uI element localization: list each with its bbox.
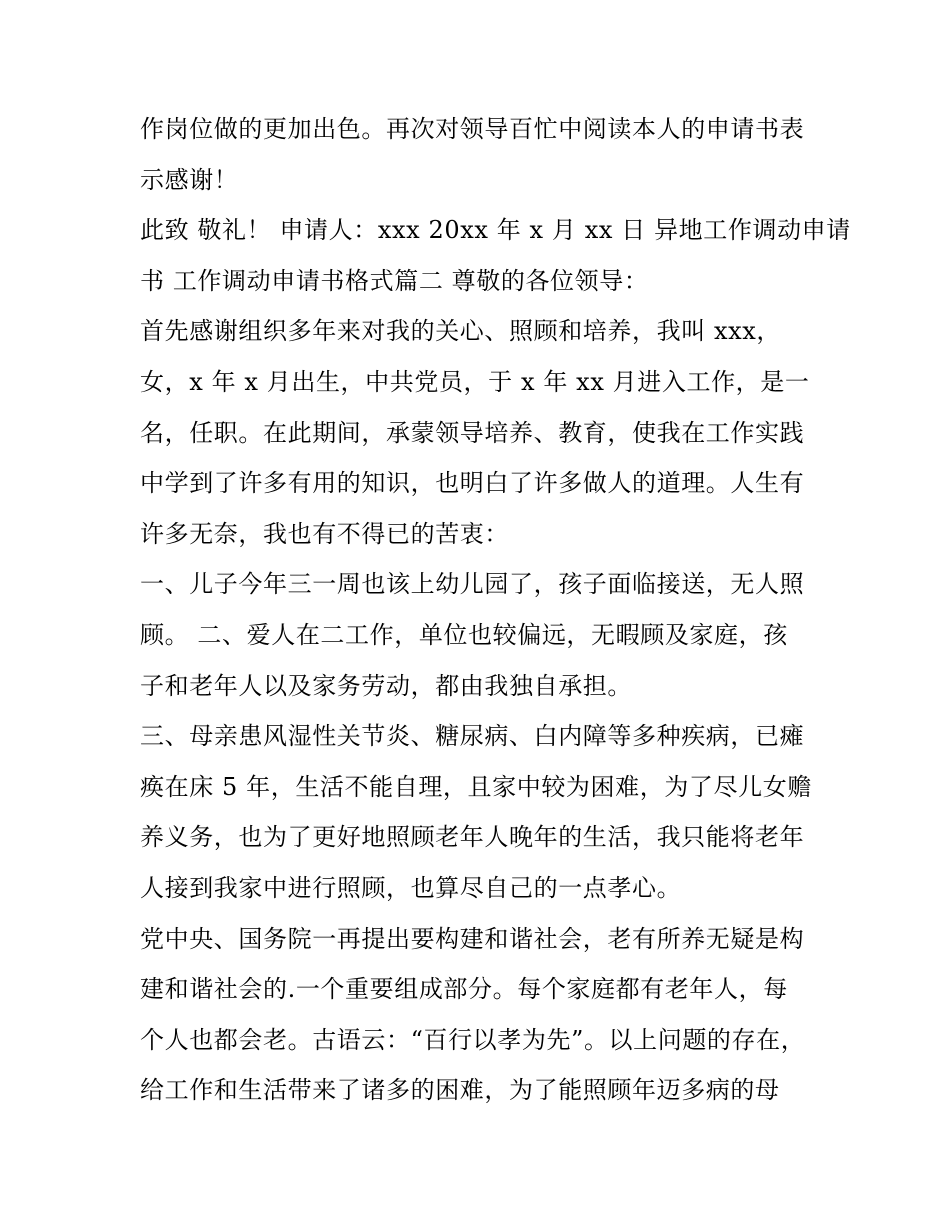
text-line: 首先感谢组织多年来对我的关心、照顾和培养，我叫 xxx， bbox=[140, 317, 782, 346]
text-line: 养义务，也为了更好地照顾老年人晚年的生活，我只能将老年 bbox=[140, 823, 805, 852]
text-line: 人接到我家中进行照顾，也算尽自己的一点孝心。 bbox=[140, 873, 682, 902]
text-line: 示感谢！ bbox=[140, 165, 239, 194]
text-line: 名，任职。在此期间，承蒙领导培养、教育，使我在工作实践 bbox=[140, 418, 805, 447]
text-line: 建和谐社会的.一个重要组成部分。每个家庭都有老年人，每 bbox=[140, 975, 788, 1004]
text-line: 顾。 二、爱人在二工作，单位也较偏远，无暇顾及家庭，孩 bbox=[140, 620, 788, 649]
text-line: 给工作和生活带来了诸多的困难，为了能照顾年迈多病的母 bbox=[140, 1076, 780, 1105]
text-line: 作岗位做的更加出色。再次对领导百忙中阅读本人的申请书表 bbox=[140, 115, 805, 143]
text-line: 三、母亲患风湿性关节炎、糖尿病、白内障等多种疾病，已瘫 bbox=[140, 722, 805, 751]
text-line: 一、儿子今年三一周也该上幼儿园了，孩子面临接送，无人照 bbox=[140, 570, 805, 599]
text-line: 子和老年人以及家务劳动，都由我独自承担。 bbox=[140, 671, 632, 700]
text-line: 中学到了许多有用的知识，也明白了许多做人的道理。人生有 bbox=[140, 469, 805, 498]
text-line: 痪在床 5 年，生活不能自理，且家中较为困难，为了尽儿女赡 bbox=[140, 772, 812, 801]
text-line: 女，x 年 x 月出生，中共党员，于 x 年 xx 月进入工作，是一 bbox=[140, 367, 810, 396]
text-line: 此致 敬礼！ 申请人：xxx 20xx 年 x 月 xx 日 异地工作调动申请 bbox=[140, 216, 851, 245]
text-line: 许多无奈，我也有不得已的苦衷： bbox=[140, 519, 509, 548]
text-line: 党中央、国务院一再提出要构建和谐社会，老有所养无疑是构 bbox=[140, 924, 805, 953]
text-line: 书 工作调动申请书格式篇二 尊敬的各位领导： bbox=[140, 266, 649, 295]
text-line: 个人也都会老。古语云：“百行以孝为先”。以上问题的存在， bbox=[140, 1025, 806, 1054]
document-body bbox=[140, 104, 851, 1116]
